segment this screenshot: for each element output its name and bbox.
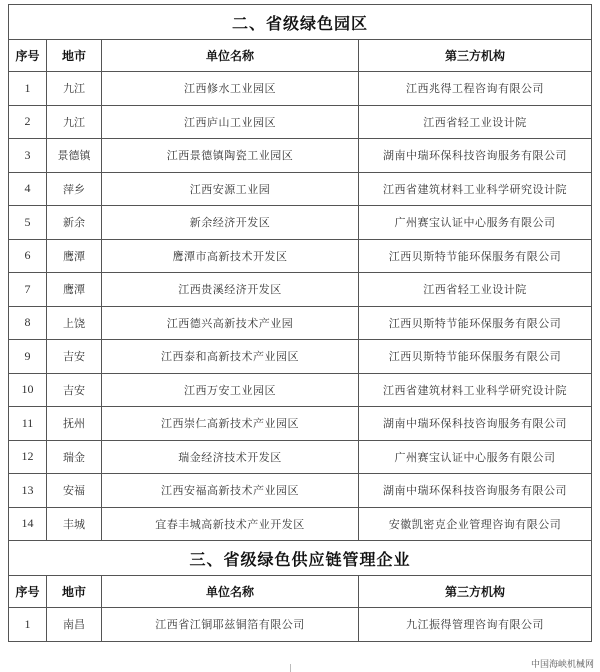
row-index: 14 [9,507,47,541]
row-index: 9 [9,340,47,374]
row-city: 鹰潭 [47,273,102,307]
row-unit-name: 江西省江铜耶兹铜箔有限公司 [102,608,359,642]
green-list-table [8,4,592,642]
row-city: 新余 [47,206,102,240]
row-unit-name: 瑞金经济技术开发区 [102,440,359,474]
row-city: 上饶 [47,306,102,340]
header-third-party: 第三方机构 [359,576,592,608]
table-row [9,306,592,340]
table-row [9,507,592,541]
row-index: 1 [9,72,47,106]
table-body [9,5,592,642]
row-city: 吉安 [47,373,102,407]
row-index: 5 [9,206,47,240]
row-index: 7 [9,273,47,307]
row-unit-name: 江西贵溪经济开发区 [102,273,359,307]
header-row [9,40,592,72]
row-third-party: 九江振得管理咨询有限公司 [359,608,592,642]
row-unit-name: 宜春丰城高新技术产业开发区 [102,507,359,541]
row-city: 安福 [47,474,102,508]
row-index: 4 [9,172,47,206]
row-index: 1 [9,608,47,642]
table-row [9,239,592,273]
row-unit-name: 鹰潭市高新技术开发区 [102,239,359,273]
row-unit-name: 江西万安工业园区 [102,373,359,407]
header-index: 序号 [9,576,47,608]
table-row [9,72,592,106]
row-third-party: 湖南中瑞环保科技咨询服务有限公司 [359,407,592,441]
row-third-party: 广州赛宝认证中心服务有限公司 [359,440,592,474]
row-unit-name: 江西德兴高新技术产业园 [102,306,359,340]
row-city: 瑞金 [47,440,102,474]
row-city: 景德镇 [47,139,102,173]
row-index: 12 [9,440,47,474]
row-index: 8 [9,306,47,340]
section-title-row [9,5,592,40]
row-city: 九江 [47,72,102,106]
header-row [9,576,592,608]
row-index: 10 [9,373,47,407]
divider-tick [290,664,291,672]
table-row [9,139,592,173]
row-city: 九江 [47,105,102,139]
header-unit-name: 单位名称 [102,576,359,608]
table-row [9,105,592,139]
row-third-party: 广州赛宝认证中心服务有限公司 [359,206,592,240]
table-row [9,172,592,206]
row-third-party: 江西贝斯特节能环保服务有限公司 [359,340,592,374]
row-third-party: 湖南中瑞环保科技咨询服务有限公司 [359,139,592,173]
table-row [9,440,592,474]
table-row [9,407,592,441]
row-city: 丰城 [47,507,102,541]
row-index: 11 [9,407,47,441]
row-unit-name: 江西景德镇陶瓷工业园区 [102,139,359,173]
table-row [9,273,592,307]
row-third-party: 江西贝斯特节能环保服务有限公司 [359,306,592,340]
row-unit-name: 江西庐山工业园区 [102,105,359,139]
table-row [9,206,592,240]
row-third-party: 江西省建筑材料工业科学研究设计院 [359,373,592,407]
header-index: 序号 [9,40,47,72]
row-third-party: 安徽凯密克企业管理咨询有限公司 [359,507,592,541]
row-third-party: 江西省建筑材料工业科学研究设计院 [359,172,592,206]
row-third-party: 江西省轻工业设计院 [359,273,592,307]
table-row [9,474,592,508]
site-watermark: 中国海峡机械网 [530,660,594,670]
row-city: 南昌 [47,608,102,642]
row-city: 吉安 [47,340,102,374]
section2-title: 二、省级绿色园区 [9,5,592,40]
row-third-party: 湖南中瑞环保科技咨询服务有限公司 [359,474,592,508]
row-unit-name: 江西崇仁高新技术产业园区 [102,407,359,441]
row-unit-name: 江西安福高新技术产业园区 [102,474,359,508]
row-index: 13 [9,474,47,508]
table-row [9,340,592,374]
row-index: 2 [9,105,47,139]
row-unit-name: 新余经济开发区 [102,206,359,240]
row-index: 3 [9,139,47,173]
row-third-party: 江西贝斯特节能环保服务有限公司 [359,239,592,273]
row-unit-name: 江西泰和高新技术产业园区 [102,340,359,374]
row-city: 抚州 [47,407,102,441]
table-row [9,373,592,407]
header-city: 地市 [47,40,102,72]
row-third-party: 江西省轻工业设计院 [359,105,592,139]
header-third-party: 第三方机构 [359,40,592,72]
row-unit-name: 江西安源工业园 [102,172,359,206]
header-city: 地市 [47,576,102,608]
section3-title: 三、省级绿色供应链管理企业 [9,541,592,576]
row-third-party: 江西兆得工程咨询有限公司 [359,72,592,106]
row-city: 鹰潭 [47,239,102,273]
table-row [9,608,592,642]
document-table-sheet [8,4,591,642]
header-unit-name: 单位名称 [102,40,359,72]
row-index: 6 [9,239,47,273]
row-city: 萍乡 [47,172,102,206]
row-unit-name: 江西修水工业园区 [102,72,359,106]
section-title-row [9,541,592,576]
